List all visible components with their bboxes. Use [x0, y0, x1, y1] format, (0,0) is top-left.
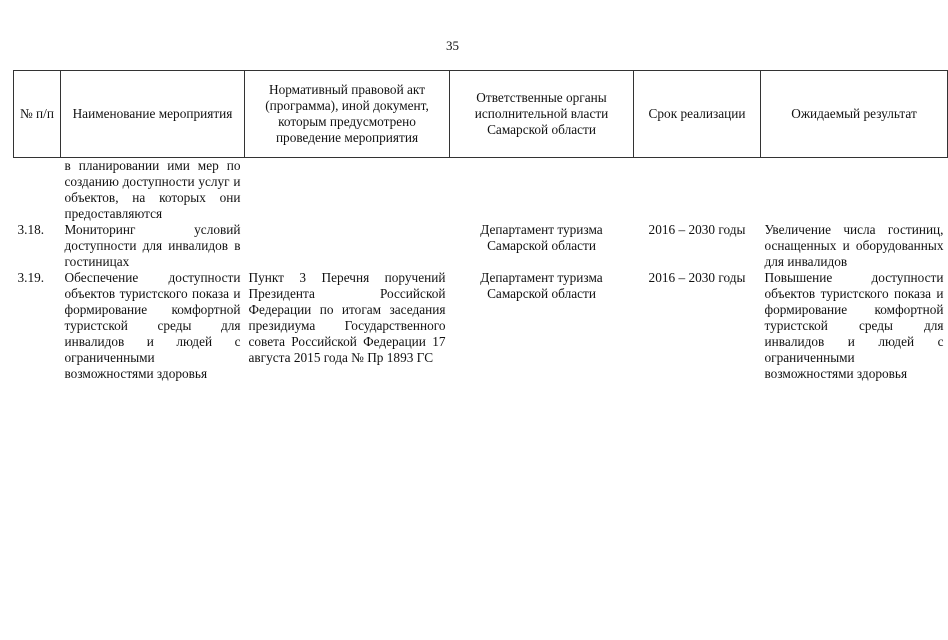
row-result: Повышение доступности объектов туристского показа и формирование комфортной туристской среды для инвалидов и людей с ограниченными возможностями здоровья	[764, 270, 944, 381]
row-org: Департамент туризма Самарской области	[480, 222, 603, 253]
measures-table	[13, 70, 948, 382]
table-row-continuation	[14, 158, 948, 223]
header-num: № п/п	[14, 71, 61, 158]
header-name: Наименование мероприятия	[61, 71, 245, 158]
row-name: Обеспечение доступности объектов туристского показа и формирование комфортной туристской среды для инвалидов и людей с ограниченными возможностями здоровья	[64, 270, 241, 381]
row-num: 3.19.	[17, 270, 45, 285]
row-org: Департамент туризма Самарской области	[480, 270, 603, 301]
header-org: Ответственные органы исполнительной власти Самарской области	[450, 71, 634, 158]
header-term: Срок реализации	[634, 71, 761, 158]
table-row	[14, 222, 948, 270]
table-row	[14, 270, 948, 382]
row-act	[245, 222, 450, 270]
page-number: 35	[446, 38, 459, 53]
continuation-name: в планировании ими мер по созданию доступности услуг и объектов, на которых они предоставляются	[64, 158, 241, 221]
header-act: Нормативный правовой акт (программа), иной документ, которым предусмотрено проведение мероприятия	[245, 71, 450, 158]
header-result: Ожидаемый результат	[761, 71, 948, 158]
row-name: Мониторинг условий доступности для инвалидов в гостиницах	[64, 222, 241, 269]
row-result: Увеличение числа гостиниц, оснащенных и оборудованных для инвалидов	[764, 222, 944, 269]
row-term: 2016 – 2030 годы	[648, 222, 746, 237]
row-term: 2016 – 2030 годы	[648, 270, 746, 285]
row-act: Пункт 3 Перечня поручений Президента Российской Федерации по итогам заседания президиума Государственного совета Российской Федерации 17 августа 2015 года № Пр 1893 ГС	[248, 270, 446, 365]
table-header-row	[14, 71, 948, 158]
row-num: 3.18.	[17, 222, 45, 237]
